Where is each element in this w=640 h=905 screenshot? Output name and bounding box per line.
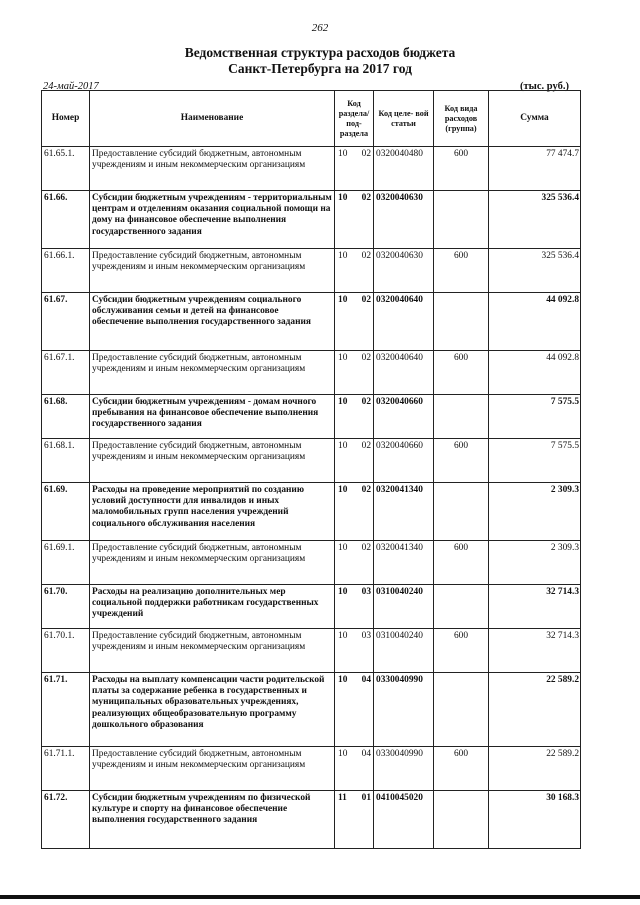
row-section xyxy=(335,483,374,541)
row-subsection-code: 03 xyxy=(361,587,371,597)
row-section-code: 10 xyxy=(338,631,348,641)
row-number: 61.69. xyxy=(42,483,90,541)
row-target: 0320040660 xyxy=(374,395,434,439)
row-name: Субсидии бюджетным учреждениям по физической культуре и спорту на финансовое обеспечение выполнения государственного задания xyxy=(90,791,335,849)
row-target: 0320040630 xyxy=(374,249,434,293)
row-name: Предоставление субсидий бюджетным, автономным учреждениям и иным некоммерческим организациям xyxy=(90,249,335,293)
table-row xyxy=(42,293,581,351)
row-number: 61.68. xyxy=(42,395,90,439)
row-target: 0330040990 xyxy=(374,747,434,791)
title-line-2: Санкт-Петербурга на 2017 год xyxy=(228,61,412,76)
row-name: Субсидии бюджетным учреждениям социального обслуживания семьи и детей на финансовое обеспечение выполнения государственного задания xyxy=(90,293,335,351)
row-name: Предоставление субсидий бюджетным, автономным учреждениям и иным некоммерческим организациям xyxy=(90,747,335,791)
title-line-1: Ведомственная структура расходов бюджета xyxy=(184,45,456,60)
row-section-code: 10 xyxy=(338,749,348,759)
row-name: Расходы на выплату компенсации части родительской платы за содержание ребенка в государственных и муниципальных образовательных учреждениях, реализующих общеобразовательную программу дошкольного образования xyxy=(90,673,335,747)
row-amount: 22 589.2 xyxy=(489,673,581,747)
row-expense-type: 600 xyxy=(434,351,489,395)
row-expense-type: 600 xyxy=(434,147,489,191)
row-amount: 32 714.3 xyxy=(489,585,581,629)
row-name: Расходы на реализацию дополнительных мер социальной поддержки работникам государственных учреждений xyxy=(90,585,335,629)
row-section-code: 10 xyxy=(338,295,348,305)
table-row xyxy=(42,585,581,629)
row-section-code: 10 xyxy=(338,441,348,451)
row-name: Предоставление субсидий бюджетным, автономным учреждениям и иным некоммерческим организациям xyxy=(90,629,335,673)
row-section xyxy=(335,629,374,673)
row-subsection-code: 04 xyxy=(361,675,371,685)
row-section-code: 10 xyxy=(338,353,348,363)
row-section-code: 11 xyxy=(338,793,347,803)
row-expense-type xyxy=(434,395,489,439)
row-subsection-code: 02 xyxy=(361,149,371,159)
row-name: Расходы на проведение мероприятий по созданию условий доступности для инвалидов и иных маломобильных групп населения учреждений социального обслуживания населения xyxy=(90,483,335,541)
row-subsection-code: 02 xyxy=(361,353,371,363)
row-target: 0410045020 xyxy=(374,791,434,849)
table-row xyxy=(42,249,581,293)
row-name: Предоставление субсидий бюджетным, автономным учреждениям и иным некоммерческим организациям xyxy=(90,147,335,191)
row-target: 0330040990 xyxy=(374,673,434,747)
row-expense-type: 600 xyxy=(434,541,489,585)
row-section-code: 10 xyxy=(338,193,348,203)
row-section-code: 10 xyxy=(338,587,348,597)
page-number: 262 xyxy=(311,22,329,34)
table-row xyxy=(42,351,581,395)
row-expense-type xyxy=(434,585,489,629)
row-section xyxy=(335,673,374,747)
row-target: 0320040660 xyxy=(374,439,434,483)
row-number: 61.67.1. xyxy=(42,351,90,395)
row-section-code: 10 xyxy=(338,149,348,159)
header-section: Код раздела/ под- раздела xyxy=(335,91,374,147)
row-amount: 2 309.3 xyxy=(489,483,581,541)
row-expense-type: 600 xyxy=(434,249,489,293)
row-subsection-code: 03 xyxy=(361,631,371,641)
row-subsection-code: 02 xyxy=(361,397,371,407)
row-number: 61.69.1. xyxy=(42,541,90,585)
row-section-code: 10 xyxy=(338,675,348,685)
row-section xyxy=(335,249,374,293)
header-amount: Сумма xyxy=(489,91,581,147)
row-subsection-code: 02 xyxy=(361,193,371,203)
row-section xyxy=(335,747,374,791)
row-section xyxy=(335,395,374,439)
row-section-code: 10 xyxy=(338,485,348,495)
row-number: 61.70. xyxy=(42,585,90,629)
row-section-code: 10 xyxy=(338,397,348,407)
row-amount: 325 536.4 xyxy=(489,249,581,293)
row-amount: 2 309.3 xyxy=(489,541,581,585)
row-expense-type xyxy=(434,293,489,351)
document-date: 24-май-2017 xyxy=(43,81,99,92)
row-section xyxy=(335,191,374,249)
row-section-code: 10 xyxy=(338,251,348,261)
table-row xyxy=(42,747,581,791)
row-number: 61.65.1. xyxy=(42,147,90,191)
table-row xyxy=(42,483,581,541)
header-target: Код целе- вой статьи xyxy=(374,91,434,147)
footer-divider xyxy=(0,895,640,899)
row-amount: 32 714.3 xyxy=(489,629,581,673)
row-expense-type: 600 xyxy=(434,439,489,483)
row-number: 61.68.1. xyxy=(42,439,90,483)
row-section xyxy=(335,293,374,351)
row-subsection-code: 02 xyxy=(361,441,371,451)
row-expense-type xyxy=(434,673,489,747)
row-name: Предоставление субсидий бюджетным, автономным учреждениям и иным некоммерческим организациям xyxy=(90,351,335,395)
row-subsection-code: 01 xyxy=(361,793,371,803)
row-target: 0320041340 xyxy=(374,541,434,585)
row-amount: 22 589.2 xyxy=(489,747,581,791)
table-row xyxy=(42,395,581,439)
row-number: 61.67. xyxy=(42,293,90,351)
row-target: 0320040630 xyxy=(374,191,434,249)
table-row xyxy=(42,191,581,249)
row-amount: 77 474.7 xyxy=(489,147,581,191)
row-amount: 7 575.5 xyxy=(489,395,581,439)
row-amount: 44 092.8 xyxy=(489,351,581,395)
row-subsection-code: 02 xyxy=(361,543,371,553)
row-expense-type xyxy=(434,483,489,541)
row-section xyxy=(335,439,374,483)
row-subsection-code: 02 xyxy=(361,251,371,261)
row-target: 0320040640 xyxy=(374,293,434,351)
table-header-row xyxy=(42,91,581,147)
row-amount: 325 536.4 xyxy=(489,191,581,249)
row-name: Субсидии бюджетным учреждениям - домам ночного пребывания на финансовое обеспечение выполнения государственного задания xyxy=(90,395,335,439)
table-row xyxy=(42,541,581,585)
row-section xyxy=(335,541,374,585)
table-row xyxy=(42,791,581,849)
row-name: Субсидии бюджетным учреждениям - территориальным центрам и отделениям оказания социальной помощи на дому на финансовое обеспечение выполнения государственного задания xyxy=(90,191,335,249)
table-row xyxy=(42,439,581,483)
table-row xyxy=(42,673,581,747)
row-number: 61.71.1. xyxy=(42,747,90,791)
row-amount: 30 168.3 xyxy=(489,791,581,849)
row-section xyxy=(335,147,374,191)
row-name: Предоставление субсидий бюджетным, автономным учреждениям и иным некоммерческим организациям xyxy=(90,439,335,483)
row-target: 0320040640 xyxy=(374,351,434,395)
table-row xyxy=(42,629,581,673)
row-target: 0310040240 xyxy=(374,629,434,673)
row-section xyxy=(335,791,374,849)
row-number: 61.70.1. xyxy=(42,629,90,673)
table-row xyxy=(42,147,581,191)
row-subsection-code: 02 xyxy=(361,485,371,495)
row-target: 0310040240 xyxy=(374,585,434,629)
row-expense-type: 600 xyxy=(434,629,489,673)
row-expense-type xyxy=(434,791,489,849)
row-number: 61.66. xyxy=(42,191,90,249)
row-section xyxy=(335,585,374,629)
row-amount: 7 575.5 xyxy=(489,439,581,483)
document-title xyxy=(0,45,640,77)
units-label: (тыс. руб.) xyxy=(520,81,569,92)
row-section-code: 10 xyxy=(338,543,348,553)
row-name: Предоставление субсидий бюджетным, автономным учреждениям и иным некоммерческим организациям xyxy=(90,541,335,585)
row-amount: 44 092.8 xyxy=(489,293,581,351)
row-target: 0320040480 xyxy=(374,147,434,191)
header-expense-type: Код вида расходов (группа) xyxy=(434,91,489,147)
header-name: Наименование xyxy=(90,91,335,147)
row-target: 0320041340 xyxy=(374,483,434,541)
header-number: Номер xyxy=(42,91,90,147)
row-number: 61.71. xyxy=(42,673,90,747)
row-subsection-code: 02 xyxy=(361,295,371,305)
table-body xyxy=(42,147,581,849)
row-subsection-code: 04 xyxy=(361,749,371,759)
budget-table xyxy=(41,90,581,849)
row-expense-type xyxy=(434,191,489,249)
row-expense-type: 600 xyxy=(434,747,489,791)
row-number: 61.72. xyxy=(42,791,90,849)
row-section xyxy=(335,351,374,395)
row-number: 61.66.1. xyxy=(42,249,90,293)
